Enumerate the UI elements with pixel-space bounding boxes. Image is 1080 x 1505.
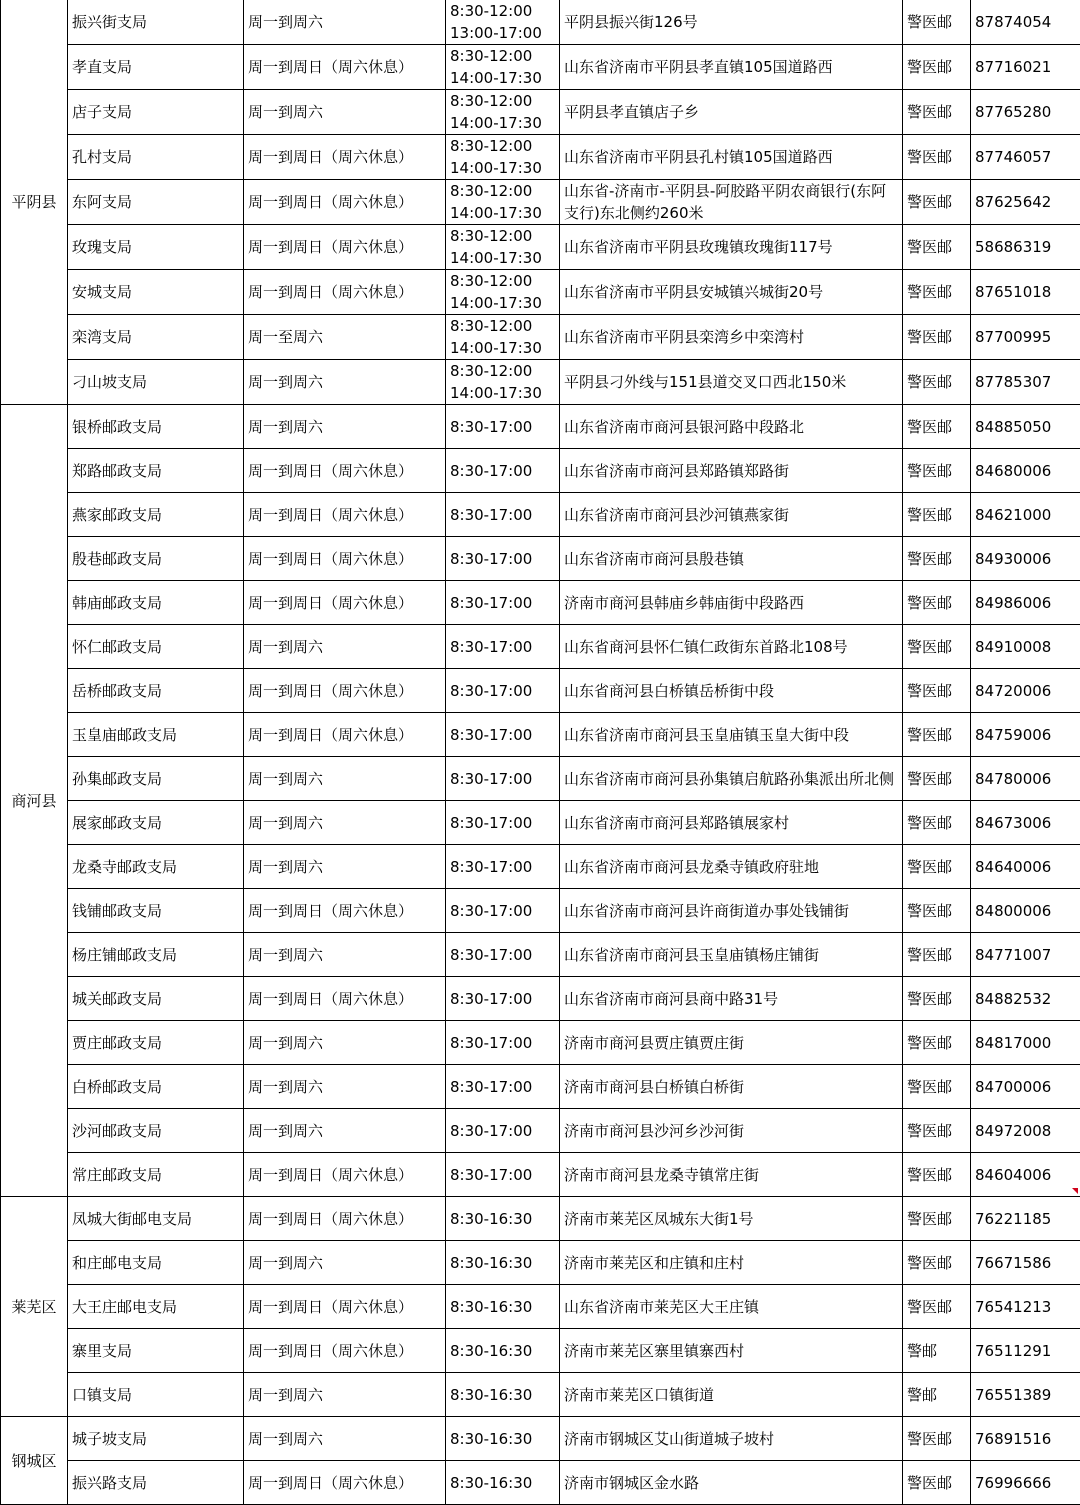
business-days-cell: 周一到周六: [244, 801, 446, 845]
business-hours-cell: [446, 225, 560, 270]
address-cell: 山东省商河县白桥镇岳桥街中段: [560, 669, 903, 713]
business-hours-cell: [446, 625, 560, 669]
hours-line: 8:30-12:00: [450, 225, 556, 247]
service-type-cell: 警医邮: [903, 270, 971, 315]
table-row: [1, 1021, 1080, 1065]
business-hours-cell: [446, 977, 560, 1021]
branch-name-cell: 店子支局: [68, 90, 244, 135]
business-hours-cell: [446, 801, 560, 845]
branch-name-cell: 安城支局: [68, 270, 244, 315]
hours-line: 8:30-17:00: [450, 592, 556, 614]
business-days-cell: 周一到周六: [244, 0, 446, 45]
hours-line: 8:30-17:00: [450, 768, 556, 790]
business-hours-cell: [446, 713, 560, 757]
business-days-cell: 周一到周日（周六休息）: [244, 581, 446, 625]
hours-line: 14:00-17:30: [450, 202, 556, 224]
branch-name-cell: 沙河邮政支局: [68, 1109, 244, 1153]
hours-line: 8:30-17:00: [450, 812, 556, 834]
hours-line: 8:30-12:00: [450, 90, 556, 112]
hours-line: 8:30-16:30: [450, 1384, 556, 1406]
branch-name-cell: 展家邮政支局: [68, 801, 244, 845]
hours-line: 8:30-17:00: [450, 636, 556, 658]
address-cell: 济南市莱芜区凤城东大街1号: [560, 1197, 903, 1241]
hours-line: 8:30-17:00: [450, 416, 556, 438]
business-days-cell: 周一到周六: [244, 405, 446, 449]
service-type-cell: 警医邮: [903, 977, 971, 1021]
phone-cell: 87716021: [971, 45, 1080, 90]
table-row: [1, 713, 1080, 757]
address-cell: 济南市莱芜区寨里镇寨西村: [560, 1329, 903, 1373]
table-row: [1, 90, 1080, 135]
business-days-cell: 周一到周六: [244, 933, 446, 977]
branch-name-cell: 大王庄邮电支局: [68, 1285, 244, 1329]
business-days-cell: 周一到周日（周六休息）: [244, 493, 446, 537]
service-type-cell: 警医邮: [903, 180, 971, 225]
branch-name-cell: 城关邮政支局: [68, 977, 244, 1021]
hours-line: 14:00-17:30: [450, 112, 556, 134]
phone-cell: 84771007: [971, 933, 1080, 977]
business-days-cell: 周一到周日（周六休息）: [244, 1329, 446, 1373]
address-cell: 山东省济南市商河县殷巷镇: [560, 537, 903, 581]
business-days-cell: 周一到周六: [244, 845, 446, 889]
table-row: [1, 1373, 1080, 1417]
table-row: [1, 1241, 1080, 1285]
service-type-cell: 警医邮: [903, 449, 971, 493]
address-cell: 平阴县刁外线与151县道交叉口西北150米: [560, 360, 903, 405]
phone-cell: 87700995: [971, 315, 1080, 360]
phone-cell: 84882532: [971, 977, 1080, 1021]
phone-cell: 84885050: [971, 405, 1080, 449]
phone-cell: 84673006: [971, 801, 1080, 845]
address-cell: 山东省-济南市-平阴县-阿胶路平阴农商银行(东阿支行)东北侧约260米: [560, 180, 903, 225]
hours-line: 8:30-17:00: [450, 680, 556, 702]
county-cell: 商河县: [1, 405, 68, 1197]
hours-line: 8:30-17:00: [450, 1120, 556, 1142]
address-cell: 山东省济南市商河县商中路31号: [560, 977, 903, 1021]
business-days-cell: 周一到周日（周六休息）: [244, 713, 446, 757]
business-hours-cell: [446, 270, 560, 315]
address-cell: 济南市钢城区金水路: [560, 1461, 903, 1505]
table-row: [1, 45, 1080, 90]
service-type-cell: 警医邮: [903, 757, 971, 801]
service-type-cell: 警医邮: [903, 1197, 971, 1241]
branch-name-cell: 银桥邮政支局: [68, 405, 244, 449]
service-type-cell: 警医邮: [903, 669, 971, 713]
table-row: [1, 315, 1080, 360]
business-hours-cell: [446, 933, 560, 977]
phone-cell: 76996666: [971, 1461, 1080, 1505]
phone-cell: 76891516: [971, 1417, 1080, 1461]
business-days-cell: 周一到周六: [244, 1109, 446, 1153]
table-row: [1, 1197, 1080, 1241]
hours-line: 8:30-12:00: [450, 45, 556, 67]
county-cell: 莱芜区: [1, 1197, 68, 1417]
table-row: [1, 405, 1080, 449]
hours-line: 8:30-16:30: [450, 1296, 556, 1318]
hours-line: 8:30-12:00: [450, 180, 556, 202]
address-cell: 山东省济南市商河县郑路镇展家村: [560, 801, 903, 845]
hours-line: 8:30-16:30: [450, 1340, 556, 1362]
business-hours-cell: [446, 889, 560, 933]
service-type-cell: 警医邮: [903, 713, 971, 757]
business-days-cell: 周一到周六: [244, 90, 446, 135]
hours-line: 8:30-17:00: [450, 548, 556, 570]
table-row: [1, 449, 1080, 493]
hours-line: 8:30-17:00: [450, 944, 556, 966]
table-row: [1, 0, 1080, 45]
phone-cell: 58686319: [971, 225, 1080, 270]
branch-name-cell: 常庄邮政支局: [68, 1153, 244, 1197]
phone-cell: 76541213: [971, 1285, 1080, 1329]
service-type-cell: 警邮: [903, 1329, 971, 1373]
business-hours-cell: [446, 669, 560, 713]
branch-name-cell: 寨里支局: [68, 1329, 244, 1373]
service-type-cell: 警医邮: [903, 625, 971, 669]
business-days-cell: 周一到周日（周六休息）: [244, 1153, 446, 1197]
business-days-cell: 周一到周六: [244, 1417, 446, 1461]
hours-line: 8:30-12:00: [450, 0, 556, 22]
address-cell: 济南市商河县韩庙乡韩庙街中段路西: [560, 581, 903, 625]
business-days-cell: 周一到周日（周六休息）: [244, 1197, 446, 1241]
address-cell: 山东省济南市商河县孙集镇启航路孙集派出所北侧: [560, 757, 903, 801]
phone-cell: 84910008: [971, 625, 1080, 669]
address-cell: 济南市莱芜区口镇街道: [560, 1373, 903, 1417]
address-cell: 济南市商河县白桥镇白桥街: [560, 1065, 903, 1109]
address-cell: 山东省济南市商河县龙桑寺镇政府驻地: [560, 845, 903, 889]
service-type-cell: 警邮: [903, 1373, 971, 1417]
business-hours-cell: [446, 845, 560, 889]
business-hours-cell: [446, 45, 560, 90]
address-cell: 平阴县孝直镇店子乡: [560, 90, 903, 135]
business-hours-cell: [446, 1373, 560, 1417]
business-hours-cell: [446, 1417, 560, 1461]
hours-line: 8:30-17:00: [450, 460, 556, 482]
hours-line: 14:00-17:30: [450, 67, 556, 89]
service-type-cell: 警医邮: [903, 1109, 971, 1153]
phone-cell: 84640006: [971, 845, 1080, 889]
service-type-cell: 警医邮: [903, 889, 971, 933]
business-hours-cell: [446, 315, 560, 360]
service-type-cell: 警医邮: [903, 845, 971, 889]
table-row: [1, 180, 1080, 225]
service-type-cell: 警医邮: [903, 801, 971, 845]
service-type-cell: 警医邮: [903, 1461, 971, 1505]
service-type-cell: 警医邮: [903, 1417, 971, 1461]
service-type-cell: 警医邮: [903, 1153, 971, 1197]
service-type-cell: 警医邮: [903, 537, 971, 581]
business-hours-cell: [446, 449, 560, 493]
address-cell: 山东省济南市平阴县孔村镇105国道路西: [560, 135, 903, 180]
hours-line: 8:30-17:00: [450, 1076, 556, 1098]
table-row: [1, 757, 1080, 801]
business-hours-cell: [446, 1065, 560, 1109]
phone-cell: 84817000: [971, 1021, 1080, 1065]
business-hours-cell: [446, 537, 560, 581]
business-days-cell: 周一到周日（周六休息）: [244, 669, 446, 713]
table-row: [1, 270, 1080, 315]
hours-line: 8:30-17:00: [450, 1032, 556, 1054]
business-days-cell: 周一到周日（周六休息）: [244, 1285, 446, 1329]
phone-cell: 84759006: [971, 713, 1080, 757]
business-hours-cell: [446, 405, 560, 449]
branch-name-cell: 孔村支局: [68, 135, 244, 180]
business-days-cell: 周一到周日（周六休息）: [244, 889, 446, 933]
address-cell: 山东省济南市平阴县玫瑰镇玫瑰街117号: [560, 225, 903, 270]
business-hours-cell: [446, 1153, 560, 1197]
hours-line: 8:30-12:00: [450, 135, 556, 157]
table-row: [1, 889, 1080, 933]
branch-name-cell: 怀仁邮政支局: [68, 625, 244, 669]
phone-cell: 76221185: [971, 1197, 1080, 1241]
business-days-cell: 周一到周六: [244, 360, 446, 405]
branch-name-cell: 凤城大街邮电支局: [68, 1197, 244, 1241]
business-hours-cell: [446, 493, 560, 537]
hours-line: 14:00-17:30: [450, 247, 556, 269]
hours-line: 14:00-17:30: [450, 382, 556, 404]
branch-name-cell: 燕家邮政支局: [68, 493, 244, 537]
hours-line: 8:30-17:00: [450, 900, 556, 922]
business-days-cell: 周一到周日（周六休息）: [244, 180, 446, 225]
branch-name-cell: 郑路邮政支局: [68, 449, 244, 493]
branch-name-cell: 玉皇庙邮政支局: [68, 713, 244, 757]
business-hours-cell: [446, 757, 560, 801]
hours-line: 8:30-16:30: [450, 1252, 556, 1274]
business-hours-cell: [446, 1329, 560, 1373]
service-type-cell: 警医邮: [903, 135, 971, 180]
hours-line: 8:30-17:00: [450, 1164, 556, 1186]
branch-name-cell: 振兴街支局: [68, 0, 244, 45]
table-row: [1, 801, 1080, 845]
hours-line: 8:30-17:00: [450, 988, 556, 1010]
table-row: [1, 625, 1080, 669]
service-type-cell: 警医邮: [903, 493, 971, 537]
branch-name-cell: 殷巷邮政支局: [68, 537, 244, 581]
branch-name-cell: 城子坡支局: [68, 1417, 244, 1461]
service-type-cell: 警医邮: [903, 581, 971, 625]
branch-name-cell: 岳桥邮政支局: [68, 669, 244, 713]
hours-line: 14:00-17:30: [450, 337, 556, 359]
hours-line: 8:30-17:00: [450, 856, 556, 878]
branch-name-cell: 栾湾支局: [68, 315, 244, 360]
business-hours-cell: [446, 180, 560, 225]
branch-name-cell: 孙集邮政支局: [68, 757, 244, 801]
hours-line: 8:30-12:00: [450, 270, 556, 292]
business-days-cell: 周一到周六: [244, 1021, 446, 1065]
address-cell: 山东省济南市商河县银河路中段路北: [560, 405, 903, 449]
table-row: [1, 933, 1080, 977]
branch-name-cell: 口镇支局: [68, 1373, 244, 1417]
table-row: [1, 537, 1080, 581]
business-hours-cell: [446, 0, 560, 45]
address-cell: 平阴县振兴街126号: [560, 0, 903, 45]
phone-cell: 84972008: [971, 1109, 1080, 1153]
hours-line: 13:00-17:00: [450, 22, 556, 44]
table-row: [1, 493, 1080, 537]
hours-line: 8:30-12:00: [450, 315, 556, 337]
business-days-cell: 周一到周日（周六休息）: [244, 225, 446, 270]
business-days-cell: 周一到周日（周六休息）: [244, 537, 446, 581]
service-type-cell: 警医邮: [903, 225, 971, 270]
business-days-cell: 周一至周六: [244, 315, 446, 360]
business-days-cell: 周一到周日（周六休息）: [244, 977, 446, 1021]
business-days-cell: 周一到周日（周六休息）: [244, 449, 446, 493]
business-days-cell: 周一到周日（周六休息）: [244, 1461, 446, 1505]
address-cell: 山东省济南市商河县许商街道办事处钱铺街: [560, 889, 903, 933]
business-days-cell: 周一到周六: [244, 1241, 446, 1285]
phone-cell: 87765280: [971, 90, 1080, 135]
service-type-cell: 警医邮: [903, 1241, 971, 1285]
branch-name-cell: 和庄邮电支局: [68, 1241, 244, 1285]
hours-line: 14:00-17:30: [450, 292, 556, 314]
phone-cell: 76551389: [971, 1373, 1080, 1417]
address-cell: 济南市商河县贾庄镇贾庄街: [560, 1021, 903, 1065]
table-row: [1, 225, 1080, 270]
county-cell: 平阴县: [1, 0, 68, 405]
phone-cell: 84780006: [971, 757, 1080, 801]
address-cell: 山东省济南市莱芜区大王庄镇: [560, 1285, 903, 1329]
phone-cell: 84680006: [971, 449, 1080, 493]
business-hours-cell: [446, 90, 560, 135]
business-hours-cell: [446, 1197, 560, 1241]
county-cell: 钢城区: [1, 1417, 68, 1505]
address-cell: 山东省商河县怀仁镇仁政街东首路北108号: [560, 625, 903, 669]
business-days-cell: 周一到周六: [244, 757, 446, 801]
address-cell: 山东省济南市商河县玉皇庙镇杨庄铺街: [560, 933, 903, 977]
service-type-cell: 警医邮: [903, 933, 971, 977]
table-row: [1, 1153, 1080, 1197]
address-cell: 济南市商河县沙河乡沙河街: [560, 1109, 903, 1153]
address-cell: 山东省济南市平阴县安城镇兴城街20号: [560, 270, 903, 315]
hours-line: 8:30-16:30: [450, 1208, 556, 1230]
address-cell: 山东省济南市商河县沙河镇燕家街: [560, 493, 903, 537]
service-type-cell: 警医邮: [903, 0, 971, 45]
branch-name-cell: 刁山坡支局: [68, 360, 244, 405]
branch-name-cell: 玫瑰支局: [68, 225, 244, 270]
table-row: [1, 1461, 1080, 1505]
service-type-cell: 警医邮: [903, 405, 971, 449]
branch-name-cell: 韩庙邮政支局: [68, 581, 244, 625]
phone-cell: 84700006: [971, 1065, 1080, 1109]
hours-line: 8:30-17:00: [450, 724, 556, 746]
phone-cell: 84930006: [971, 537, 1080, 581]
phone-cell: 84800006: [971, 889, 1080, 933]
business-hours-cell: [446, 581, 560, 625]
phone-cell: 87651018: [971, 270, 1080, 315]
table-row: [1, 977, 1080, 1021]
address-cell: 山东省济南市商河县玉皇庙镇玉皇大街中段: [560, 713, 903, 757]
table-row: [1, 1109, 1080, 1153]
service-type-cell: 警医邮: [903, 90, 971, 135]
hours-line: 8:30-16:30: [450, 1472, 556, 1494]
service-type-cell: 警医邮: [903, 1285, 971, 1329]
phone-cell: 84621000: [971, 493, 1080, 537]
table-row: [1, 1285, 1080, 1329]
cell-comment-marker: [1072, 1188, 1078, 1194]
phone-cell: 87785307: [971, 360, 1080, 405]
branch-name-cell: 东阿支局: [68, 180, 244, 225]
hours-line: 8:30-17:00: [450, 504, 556, 526]
business-days-cell: 周一到周日（周六休息）: [244, 45, 446, 90]
table-row: [1, 845, 1080, 889]
table-row: [1, 581, 1080, 625]
business-hours-cell: [446, 135, 560, 180]
table-row: [1, 360, 1080, 405]
business-days-cell: 周一到周日（周六休息）: [244, 270, 446, 315]
business-hours-cell: [446, 1109, 560, 1153]
business-hours-cell: [446, 1241, 560, 1285]
phone-cell: 87746057: [971, 135, 1080, 180]
phone-cell: 87625642: [971, 180, 1080, 225]
table-row: [1, 135, 1080, 180]
hours-line: 8:30-12:00: [450, 360, 556, 382]
address-cell: 山东省济南市平阴县孝直镇105国道路西: [560, 45, 903, 90]
business-days-cell: 周一到周日（周六休息）: [244, 135, 446, 180]
branch-name-cell: 龙桑寺邮政支局: [68, 845, 244, 889]
address-cell: 山东省济南市平阴县栾湾乡中栾湾村: [560, 315, 903, 360]
service-type-cell: 警医邮: [903, 360, 971, 405]
service-type-cell: 警医邮: [903, 1021, 971, 1065]
branch-name-cell: 杨庄铺邮政支局: [68, 933, 244, 977]
branch-name-cell: 振兴路支局: [68, 1461, 244, 1505]
table-row: [1, 1417, 1080, 1461]
phone-cell: 84720006: [971, 669, 1080, 713]
branch-name-cell: 孝直支局: [68, 45, 244, 90]
phone-cell: 76671586: [971, 1241, 1080, 1285]
branch-name-cell: 贾庄邮政支局: [68, 1021, 244, 1065]
service-type-cell: 警医邮: [903, 315, 971, 360]
address-cell: 济南市商河县龙桑寺镇常庄街: [560, 1153, 903, 1197]
business-days-cell: 周一到周六: [244, 1065, 446, 1109]
hours-line: 14:00-17:30: [450, 157, 556, 179]
address-cell: 山东省济南市商河县郑路镇郑路街: [560, 449, 903, 493]
business-hours-cell: [446, 1021, 560, 1065]
table-row: [1, 1065, 1080, 1109]
table-row: [1, 1329, 1080, 1373]
branch-name-cell: 白桥邮政支局: [68, 1065, 244, 1109]
branch-name-cell: 钱铺邮政支局: [68, 889, 244, 933]
phone-cell: 84604006: [971, 1153, 1080, 1197]
address-cell: 济南市钢城区艾山街道城子坡村: [560, 1417, 903, 1461]
business-days-cell: 周一到周六: [244, 625, 446, 669]
business-hours-cell: [446, 1285, 560, 1329]
address-cell: 济南市莱芜区和庄镇和庄村: [560, 1241, 903, 1285]
business-hours-cell: [446, 1461, 560, 1505]
business-hours-cell: [446, 360, 560, 405]
phone-cell: 76511291: [971, 1329, 1080, 1373]
phone-cell: 87874054: [971, 0, 1080, 45]
phone-cell: 84986006: [971, 581, 1080, 625]
table-row: [1, 669, 1080, 713]
service-type-cell: 警医邮: [903, 45, 971, 90]
business-days-cell: 周一到周六: [244, 1373, 446, 1417]
hours-line: 8:30-16:30: [450, 1428, 556, 1450]
service-type-cell: 警医邮: [903, 1065, 971, 1109]
branch-table-body: [1, 0, 1080, 1505]
